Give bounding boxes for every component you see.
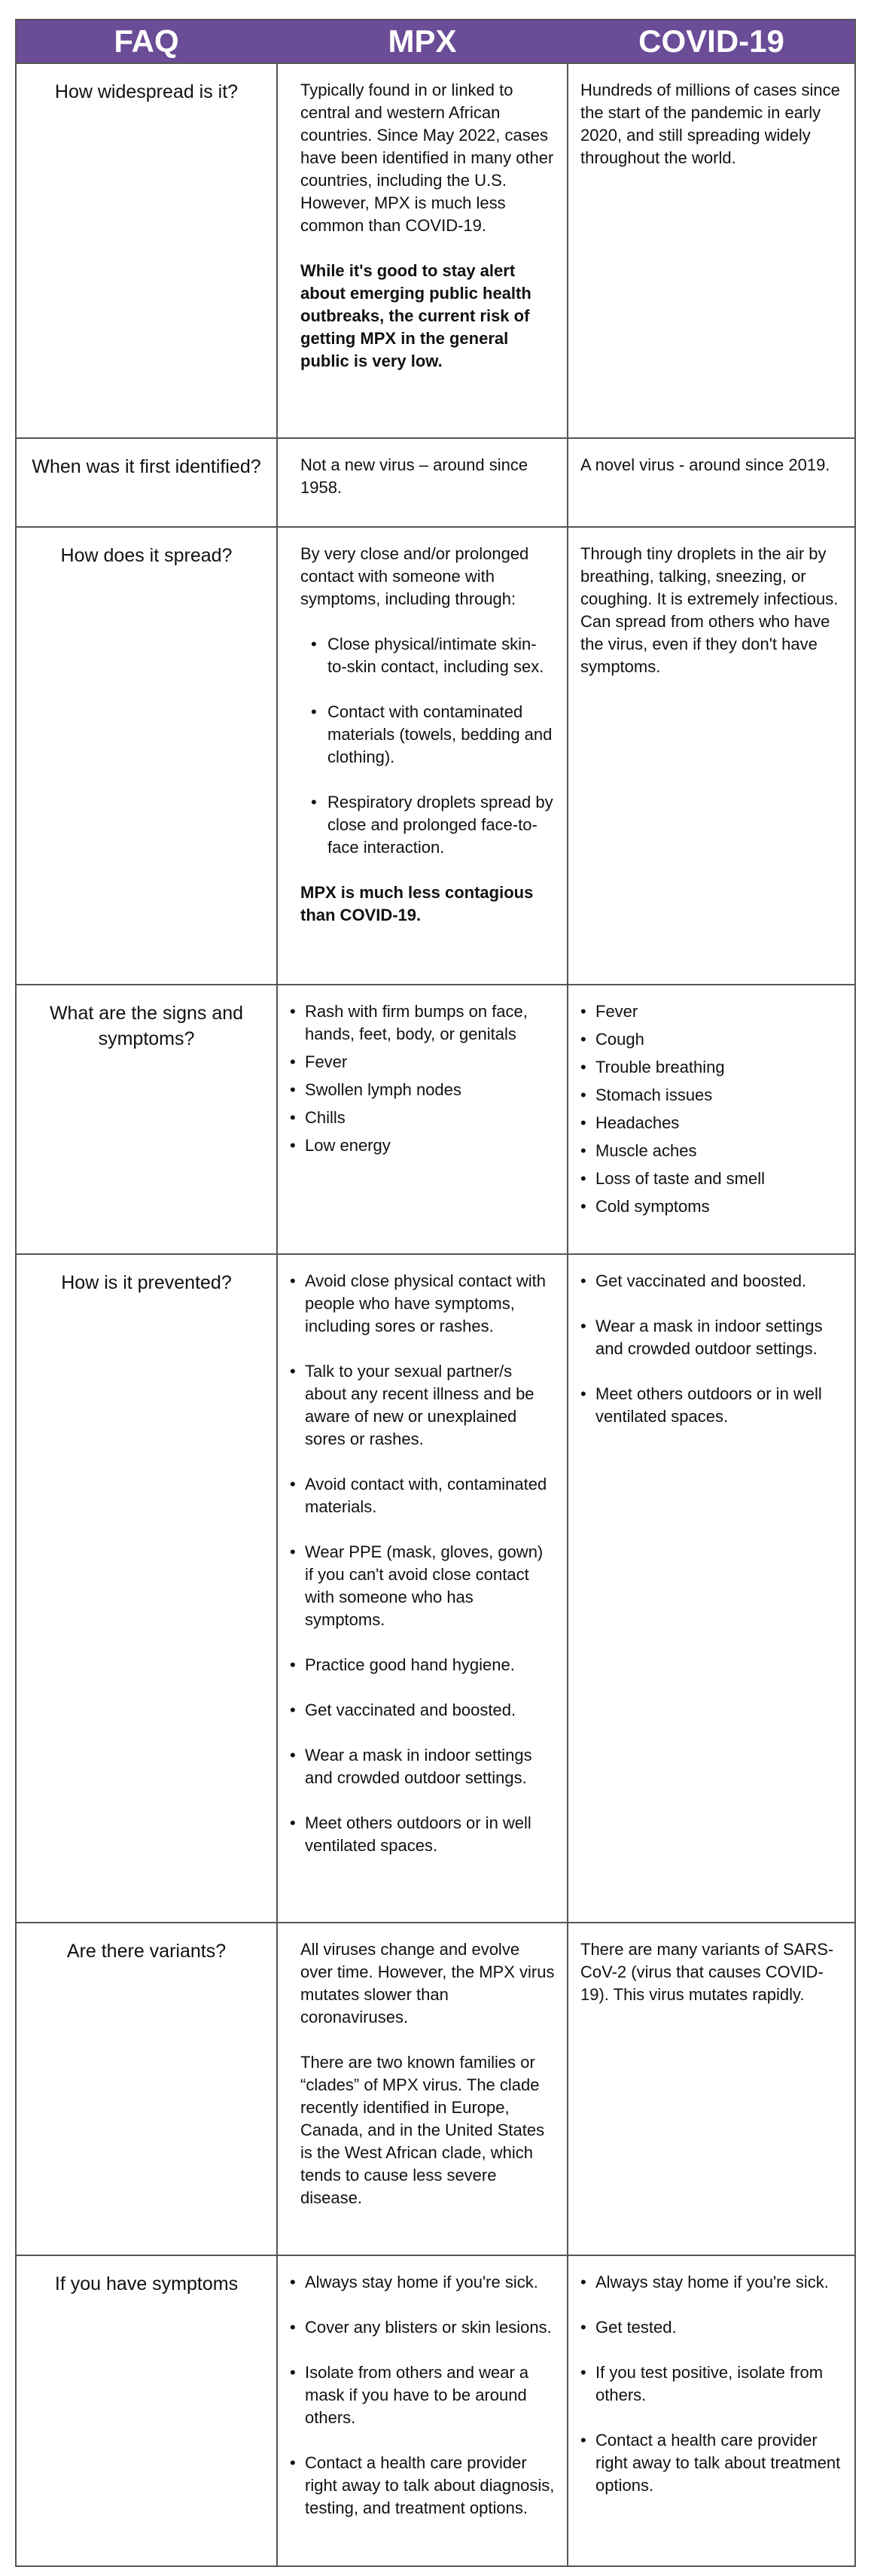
table-row-first-identified [17, 437, 854, 526]
covid-cell [568, 1923, 854, 2255]
list-item: • Practice good hand hygiene. [290, 1654, 555, 1676]
mpx-cell [278, 64, 567, 437]
header-mpx: MPX [388, 23, 457, 59]
mpx-paragraph: All viruses change and evolve over time. However, the MPX virus mutates slower than coronaviruses. [300, 1940, 555, 2026]
mpx-bold-note: While it's good to stay alert about emerging public health outbreaks, the current risk of getting MPX in the general public is very low. [300, 261, 531, 370]
covid-cell [568, 528, 854, 984]
covid-cell [568, 64, 854, 437]
covid-paragraph: There are many variants of SARS-CoV-2 (virus that causes COVID-19). This virus mutates rapidly. [580, 1940, 834, 2004]
question-cell: If you have symptoms [54, 2273, 239, 2294]
list-item: • Trouble breathing [580, 1056, 842, 1079]
mpx-list [290, 1270, 555, 1857]
covid-cell [568, 985, 854, 1253]
mpx-paragraph: Not a new virus – around since 1958. [300, 455, 528, 497]
question-cell: How widespread is it? [54, 81, 239, 102]
mpx-list [290, 1000, 555, 1157]
list-item: • Headaches [580, 1112, 842, 1134]
list-item: • Loss of taste and smell [580, 1168, 842, 1190]
list-item: • Low energy [290, 1134, 555, 1157]
list-item: • Meet others outdoors or in well ventilated spaces. [580, 1383, 842, 1428]
mpx-cell [278, 439, 567, 526]
list-item: • Contact a health care provider right away to talk about diagnosis, testing, and treatment options. [290, 2452, 555, 2520]
list-item: • Rash with firm bumps on face, hands, feet, body, or genitals [290, 1000, 555, 1046]
covid-cell [568, 1255, 854, 1922]
table-header [17, 20, 854, 62]
header-faq: FAQ [114, 23, 179, 59]
mpx-list [300, 633, 555, 859]
table-row-variants [17, 1922, 854, 2255]
table-row-spread [17, 526, 854, 984]
faq-comparison-table [15, 19, 856, 2567]
list-item: • Avoid contact with, contaminated materials. [290, 1473, 555, 1518]
table-row-symptoms [17, 984, 854, 1253]
covid-list [580, 1270, 842, 1428]
list-item: • Swollen lymph nodes [290, 1079, 555, 1101]
covid-list [580, 1000, 842, 1218]
covid-paragraph: Hundreds of millions of cases since the start of the pandemic in early 2020, and still spreading widely throughout the world. [580, 81, 840, 167]
list-item: • Stomach issues [580, 1084, 842, 1107]
list-item: • Wear a mask in indoor settings and crowded outdoor settings. [290, 1744, 555, 1789]
list-item: • Always stay home if you're sick. [290, 2271, 555, 2294]
list-item: • Close physical/intimate skin-to-skin contact, including sex. [311, 633, 555, 678]
list-item: • Get vaccinated and boosted. [580, 1270, 842, 1293]
list-item: • Isolate from others and wear a mask if you have to be around others. [290, 2361, 555, 2429]
table-row-if-symptoms [17, 2255, 854, 2565]
question-cell: How does it spread? [60, 545, 233, 566]
list-item: • Cough [580, 1028, 842, 1051]
list-item: • Avoid close physical contact with people who have symptoms, including sores or rashes. [290, 1270, 555, 1338]
question-cell: Are there variants? [66, 1941, 227, 1962]
list-item: • Fever [580, 1000, 842, 1023]
table-row-prevention [17, 1253, 854, 1922]
list-item: • Always stay home if you're sick. [580, 2271, 842, 2294]
list-item: • Muscle aches [580, 1140, 842, 1162]
question-cell: How is it prevented? [61, 1272, 232, 1293]
list-item: • Meet others outdoors or in well ventilated spaces. [290, 1812, 555, 1857]
mpx-intro: By very close and/or prolonged contact with someone with symptoms, including through: [300, 544, 529, 608]
list-item: • Wear PPE (mask, gloves, gown) if you can't avoid close contact with someone who has symptoms. [290, 1541, 555, 1631]
question-cell: What are the signs and symptoms? [49, 1003, 244, 1049]
mpx-cell [278, 1255, 567, 1922]
list-item: • Get vaccinated and boosted. [290, 1699, 555, 1722]
list-item: • If you test positive, isolate from others. [580, 2361, 842, 2407]
covid-paragraph: A novel virus - around since 2019. [580, 455, 830, 474]
list-item: • Wear a mask in indoor settings and crowded outdoor settings. [580, 1315, 842, 1360]
list-item: • Chills [290, 1107, 555, 1129]
mpx-paragraph: Typically found in or linked to central and western African countries. Since May 2022, cases have been identified in many other countries, including the U.S. However, MPX is much less common than COVID-19. [300, 81, 554, 235]
list-item: • Fever [290, 1051, 555, 1073]
list-item: • Cover any blisters or skin lesions. [290, 2316, 555, 2339]
covid-list [580, 2271, 842, 2497]
list-item: • Cold symptoms [580, 1195, 842, 1218]
list-item: • Respiratory droplets spread by close and prolonged face-to-face interaction. [311, 791, 555, 859]
header-covid: COVID-19 [638, 23, 784, 59]
mpx-list [290, 2271, 555, 2520]
mpx-cell [278, 1923, 567, 2255]
covid-paragraph: Through tiny droplets in the air by breathing, talking, sneezing, or coughing. It is extremely infectious. Can spread from others who have the virus, even if they don't have symptoms. [580, 544, 839, 676]
list-item: • Get tested. [580, 2316, 842, 2339]
mpx-cell [278, 528, 567, 984]
question-cell: When was it first identified? [32, 456, 261, 477]
mpx-bold-note: MPX is much less contagious than COVID-19. [300, 883, 534, 924]
covid-cell [568, 2256, 854, 2565]
list-item: • Contact a health care provider right away to talk about treatment options. [580, 2429, 842, 2497]
list-item: • Contact with contaminated materials (towels, bedding and clothing). [311, 701, 555, 769]
table-row-widespread [17, 62, 854, 437]
mpx-cell [278, 2256, 567, 2565]
mpx-cell [278, 985, 567, 1253]
covid-cell [568, 439, 854, 526]
list-item: • Talk to your sexual partner/s about any recent illness and be aware of new or unexplained sores or rashes. [290, 1360, 555, 1451]
mpx-paragraph: There are two known families or “clades” of MPX virus. The clade recently identified in Europe, Canada, and in the United States is the West African clade, which tends to cause less severe disease. [300, 2053, 545, 2207]
